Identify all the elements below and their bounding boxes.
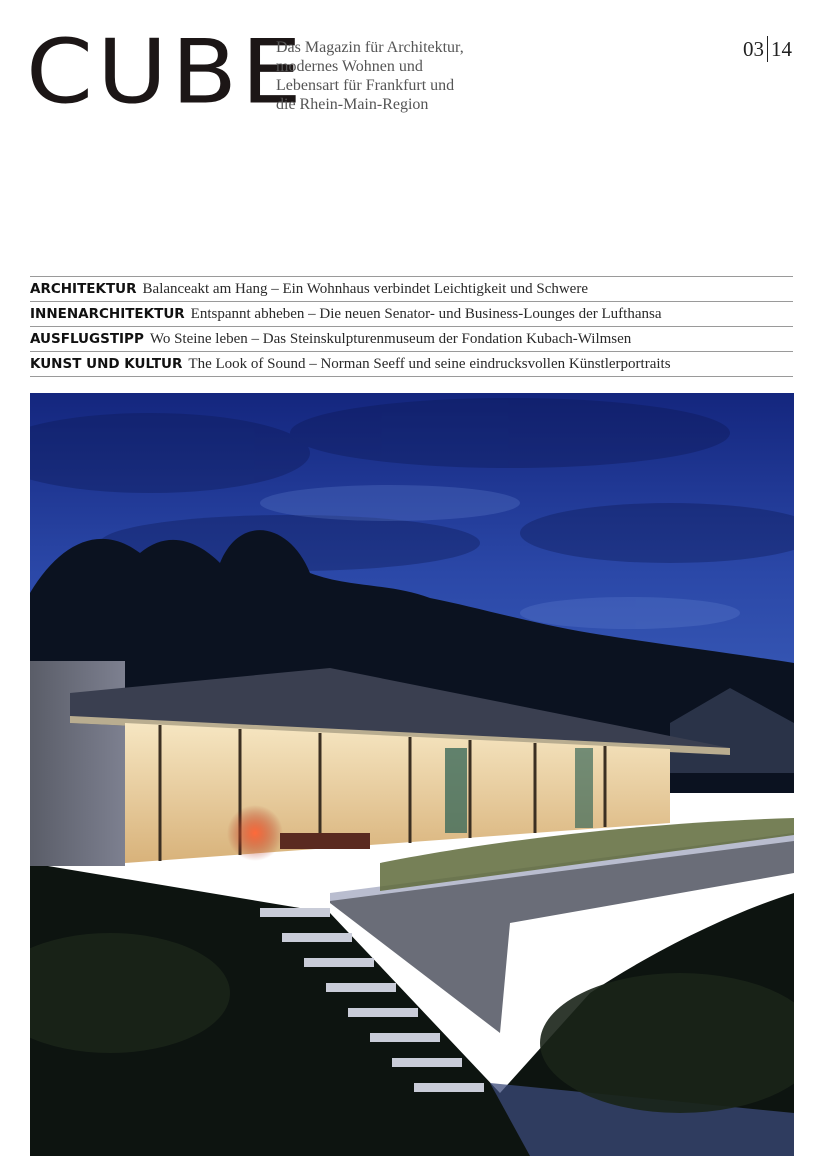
tagline — [276, 38, 464, 114]
tagline-line: modernes Wohnen und — [276, 58, 423, 75]
contents-item[interactable] — [30, 326, 793, 351]
contents-headline: Entspannt abheben – Die neuen Senator- und Business-Lounges der Lufthansa — [190, 305, 662, 322]
issue-divider — [767, 36, 768, 62]
masthead-logo: CUBE — [26, 20, 306, 124]
issue-number — [743, 36, 792, 62]
tagline-line: Das Magazin für Architektur, — [276, 39, 464, 56]
lamp — [227, 805, 283, 861]
contents-category: INNENARCHITEKTUR — [30, 306, 185, 322]
cover-photo — [30, 393, 794, 1156]
contents-item[interactable] — [30, 301, 793, 326]
contents-item[interactable] — [30, 276, 793, 301]
contents-headline: The Look of Sound – Norman Seeff und seine eindrucksvollen Künstlerportraits — [188, 355, 671, 372]
contents-headline: Balanceakt am Hang – Ein Wohnhaus verbindet Leichtigkeit und Schwere — [142, 280, 588, 297]
contents-category: ARCHITEKTUR — [30, 281, 137, 297]
contents-category: AUSFLUGSTIPP — [30, 331, 144, 347]
tagline-line: die Rhein-Main-Region — [276, 96, 429, 113]
contents-list — [30, 276, 793, 377]
tagline-line: Lebensart für Frankfurt und — [276, 77, 455, 94]
issue-year: 14 — [771, 37, 792, 61]
contents-category: KUNST UND KULTUR — [30, 356, 183, 372]
issue-month: 03 — [743, 37, 764, 61]
contents-item[interactable] — [30, 351, 793, 377]
contents-headline: Wo Steine leben – Das Steinskulpturenmuseum der Fondation Kubach-Wilmsen — [149, 330, 632, 347]
